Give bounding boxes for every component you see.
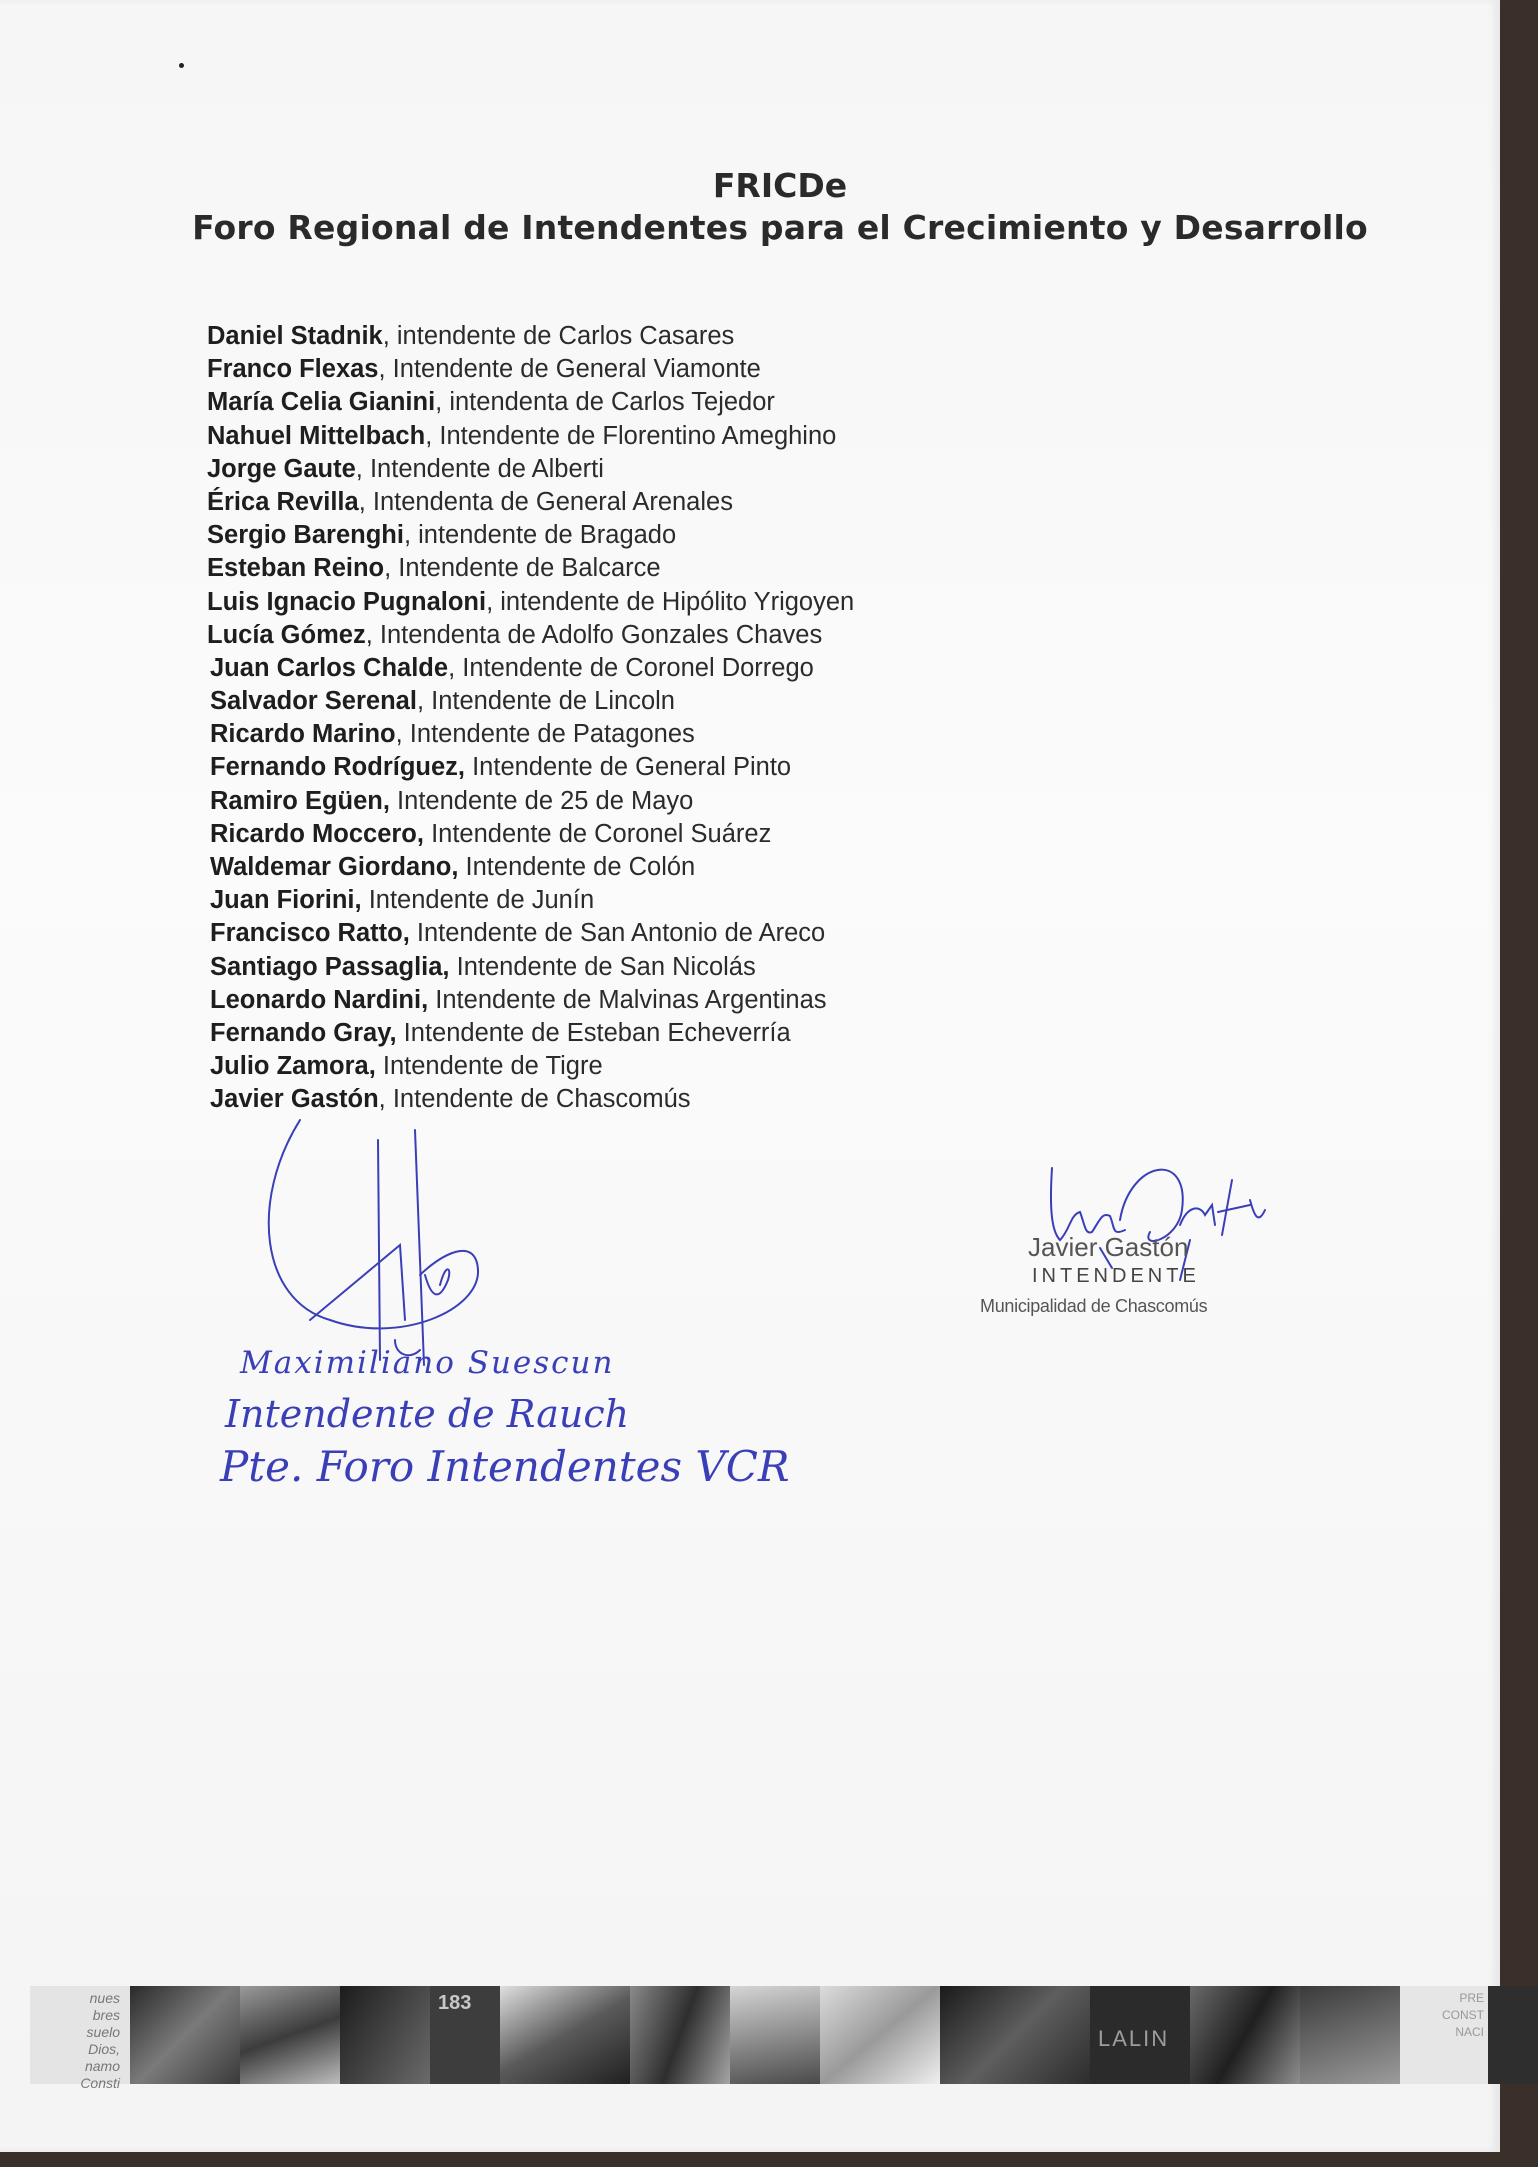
signatory-item — [207, 751, 854, 784]
signatory-name: Salvador Serenal — [210, 687, 417, 716]
signatory-item — [207, 1050, 854, 1083]
signatory-name: Juan Carlos Chalde — [210, 653, 449, 682]
signatory-role: intendente de Hipólito Yrigoyen — [500, 587, 855, 616]
footer-text-tile — [1400, 1986, 1488, 2084]
official-stamp — [980, 1232, 1280, 1317]
photo-tile — [1190, 1986, 1300, 2084]
signatory-separator: , — [486, 587, 501, 616]
footer-right-line: NACI — [1455, 2025, 1484, 2039]
photo-tile-labeled — [430, 1986, 500, 2084]
photo-tile — [240, 1986, 340, 2084]
stamp-name: Javier Gastón — [1028, 1232, 1189, 1262]
footer-right-line: PRE — [1459, 1991, 1484, 2005]
signatory-separator: , — [435, 388, 450, 417]
signatory-name: Leonardo Nardini, — [210, 985, 429, 1014]
photo-tile — [1488, 1986, 1538, 2084]
signatory-separator — [397, 1019, 404, 1047]
signatory-item — [207, 818, 854, 851]
signatory-separator: , — [416, 687, 432, 716]
panel-label-2: LALIN — [1098, 2026, 1170, 2051]
signatory-name: Lucía Gómez — [207, 620, 366, 649]
signatory-item — [207, 984, 854, 1017]
signatory-role: Intendente de Junín — [368, 886, 595, 915]
signatory-role: Intendenta de Adolfo Gonzales Chaves — [379, 620, 823, 649]
signatory-role: Intendente de Tigre — [382, 1052, 603, 1081]
signatory-item — [207, 486, 854, 519]
signatory-separator: , — [384, 554, 399, 583]
signatory-role: Intendente de Alberti — [369, 454, 604, 483]
signatory-name: Waldemar Giordano, — [210, 853, 459, 881]
signatory-item — [207, 851, 854, 884]
footer-right-line: CONST — [1442, 2008, 1484, 2022]
signatory-role: intendente de Carlos Casares — [396, 322, 735, 350]
signatory-role: Intendente de Chascomús — [392, 1085, 691, 1114]
photo-tile — [940, 1986, 1090, 2084]
footer-right-text — [1404, 1990, 1484, 2041]
signatory-separator: , — [378, 1085, 393, 1114]
signatory-role: Intendente de Coronel Dorrego — [462, 653, 814, 682]
signatory-role: Intendente de Malvinas Argentinas — [435, 985, 827, 1014]
footer-left-line: namo — [84, 2058, 120, 2074]
handwritten-role: Intendente de Rauch — [225, 1392, 630, 1436]
handwritten-name: Maximiliano Suescun — [240, 1345, 615, 1381]
signatory-item — [207, 1017, 854, 1050]
signature-stroke-1 — [378, 1140, 380, 1360]
signatory-separator: , — [425, 421, 440, 450]
signatory-item — [207, 353, 854, 386]
signatory-separator — [362, 886, 369, 914]
photo-tile — [820, 1986, 940, 2084]
signatory-separator: , — [448, 653, 463, 682]
signatory-item — [207, 652, 854, 685]
signatory-item — [207, 519, 854, 552]
signatory-role: Intendente de Lincoln — [431, 687, 675, 716]
signatory-item — [207, 951, 854, 984]
photo-tile — [130, 1986, 240, 2084]
paper-speck — [179, 63, 184, 68]
signatory-name: Fernando Gray, — [210, 1018, 397, 1047]
footer-left-line: Dios, — [88, 2041, 120, 2057]
signatory-separator: , — [382, 322, 397, 350]
signatory-separator: , — [365, 620, 380, 649]
signatory-item — [207, 884, 854, 917]
signatory-role: intendente de Bragado — [418, 521, 677, 550]
signatory-name: Nahuel Mittelbach — [207, 421, 426, 450]
footer-left-line: nues — [89, 1990, 120, 2006]
signatory-item — [207, 718, 854, 751]
handwritten-position: Pte. Foro Intendentes VCR — [220, 1442, 790, 1491]
signatory-separator: , — [358, 487, 373, 516]
signatory-separator: , — [355, 454, 370, 483]
photo-tile — [1300, 1986, 1400, 2084]
signatory-item — [207, 552, 854, 585]
signatory-role: Intendente de San Antonio de Areco — [416, 919, 826, 948]
photo-tile — [730, 1986, 820, 2084]
signatory-item — [207, 917, 854, 950]
signatory-role: Intendente de Florentino Ameghino — [439, 421, 837, 450]
signatory-role: Intendente de Esteban Echeverría — [403, 1018, 791, 1047]
signatory-name: Franco Flexas — [207, 355, 379, 384]
photo-tile — [500, 1986, 630, 2084]
document-title: FRICDe — [712, 166, 848, 205]
signatory-name: Érica Revilla — [207, 487, 359, 516]
signatory-list — [207, 320, 854, 1117]
signatory-name: Sergio Barenghi — [207, 521, 404, 550]
photo-tile — [630, 1986, 730, 2084]
signatory-item — [207, 785, 854, 818]
signatory-name: Ricardo Moccero, — [210, 819, 424, 848]
signature-flourish — [425, 1269, 449, 1294]
signatory-name: Ramiro Egüen, — [210, 786, 390, 815]
signatory-separator: , — [395, 720, 410, 749]
footer-left-line: bres — [92, 2007, 120, 2023]
signatory-role: Intendenta de General Arenales — [372, 487, 733, 516]
footer-left-line: suelo — [86, 2024, 120, 2040]
signatory-item — [207, 420, 854, 453]
signatory-name: Fernando Rodríguez, — [210, 753, 465, 782]
stamp-role: INTENDENTE — [1032, 1265, 1200, 1287]
signatory-item — [207, 619, 854, 652]
signatory-name: Julio Zamora, — [210, 1052, 376, 1081]
signatory-role: Intendente de 25 de Mayo — [397, 786, 694, 815]
signatory-role: Intendente de Patagones — [409, 720, 695, 749]
signatory-name: Juan Fiorini, — [210, 886, 362, 915]
signatory-item — [207, 586, 854, 619]
signatory-item — [207, 1083, 854, 1116]
signatory-item — [207, 386, 854, 419]
signatory-role: Intendente de Colón — [465, 853, 696, 881]
signatory-role: Intendente de Coronel Suárez — [431, 819, 772, 848]
stamp-organization: Municipalidad de Chascomús — [980, 1296, 1208, 1316]
signatory-name: Ricardo Marino — [210, 720, 396, 749]
footer-left-line: Consti — [80, 2075, 120, 2091]
signature-loop — [269, 1120, 478, 1328]
signatory-separator — [424, 820, 431, 848]
footer-left-text — [34, 1990, 120, 2092]
signatory-separator — [410, 919, 417, 947]
signatory-role: Intendente de Balcarce — [398, 554, 661, 583]
signatory-name: Francisco Ratto, — [210, 919, 410, 948]
panel-label-1: 183 — [438, 1992, 472, 2014]
photo-tile — [340, 1986, 430, 2084]
signatory-name: Esteban Reino — [207, 554, 385, 583]
signatory-name: Santiago Passaglia, — [210, 952, 450, 981]
signature-stroke-3 — [310, 1245, 405, 1320]
signatory-item — [207, 453, 854, 486]
signatory-separator — [390, 787, 397, 815]
signatory-separator — [450, 953, 457, 981]
signature-stroke-2 — [415, 1130, 424, 1365]
signatory-separator — [458, 853, 465, 881]
footer-text-tile — [30, 1986, 130, 2091]
footer-photo-strip — [30, 1986, 1484, 2091]
signatory-separator — [376, 1052, 383, 1080]
signatory-role: Intendente de General Viamonte — [392, 355, 761, 384]
main-signature — [269, 1120, 478, 1365]
signatory-role: Intendente de San Nicolás — [456, 952, 756, 981]
photo-tile-labeled — [1090, 1986, 1190, 2084]
signatory-name: Jorge Gaute — [207, 454, 356, 483]
signatory-separator: , — [378, 355, 393, 384]
signatory-name: Luis Ignacio Pugnaloni — [207, 587, 487, 616]
signatory-item — [207, 685, 854, 718]
signatory-separator: , — [403, 521, 419, 550]
signatory-role: intendenta de Carlos Tejedor — [449, 388, 775, 417]
document-subtitle: Foro Regional de Intendentes para el Crecimiento y Desarrollo — [192, 208, 1368, 247]
signatory-name: María Celia Gianini — [207, 388, 436, 417]
signatory-name: Daniel Stadnik — [207, 322, 383, 350]
signatory-role: Intendente de General Pinto — [472, 753, 792, 782]
signatory-item — [207, 320, 854, 353]
signatory-name: Javier Gastón — [210, 1085, 379, 1114]
